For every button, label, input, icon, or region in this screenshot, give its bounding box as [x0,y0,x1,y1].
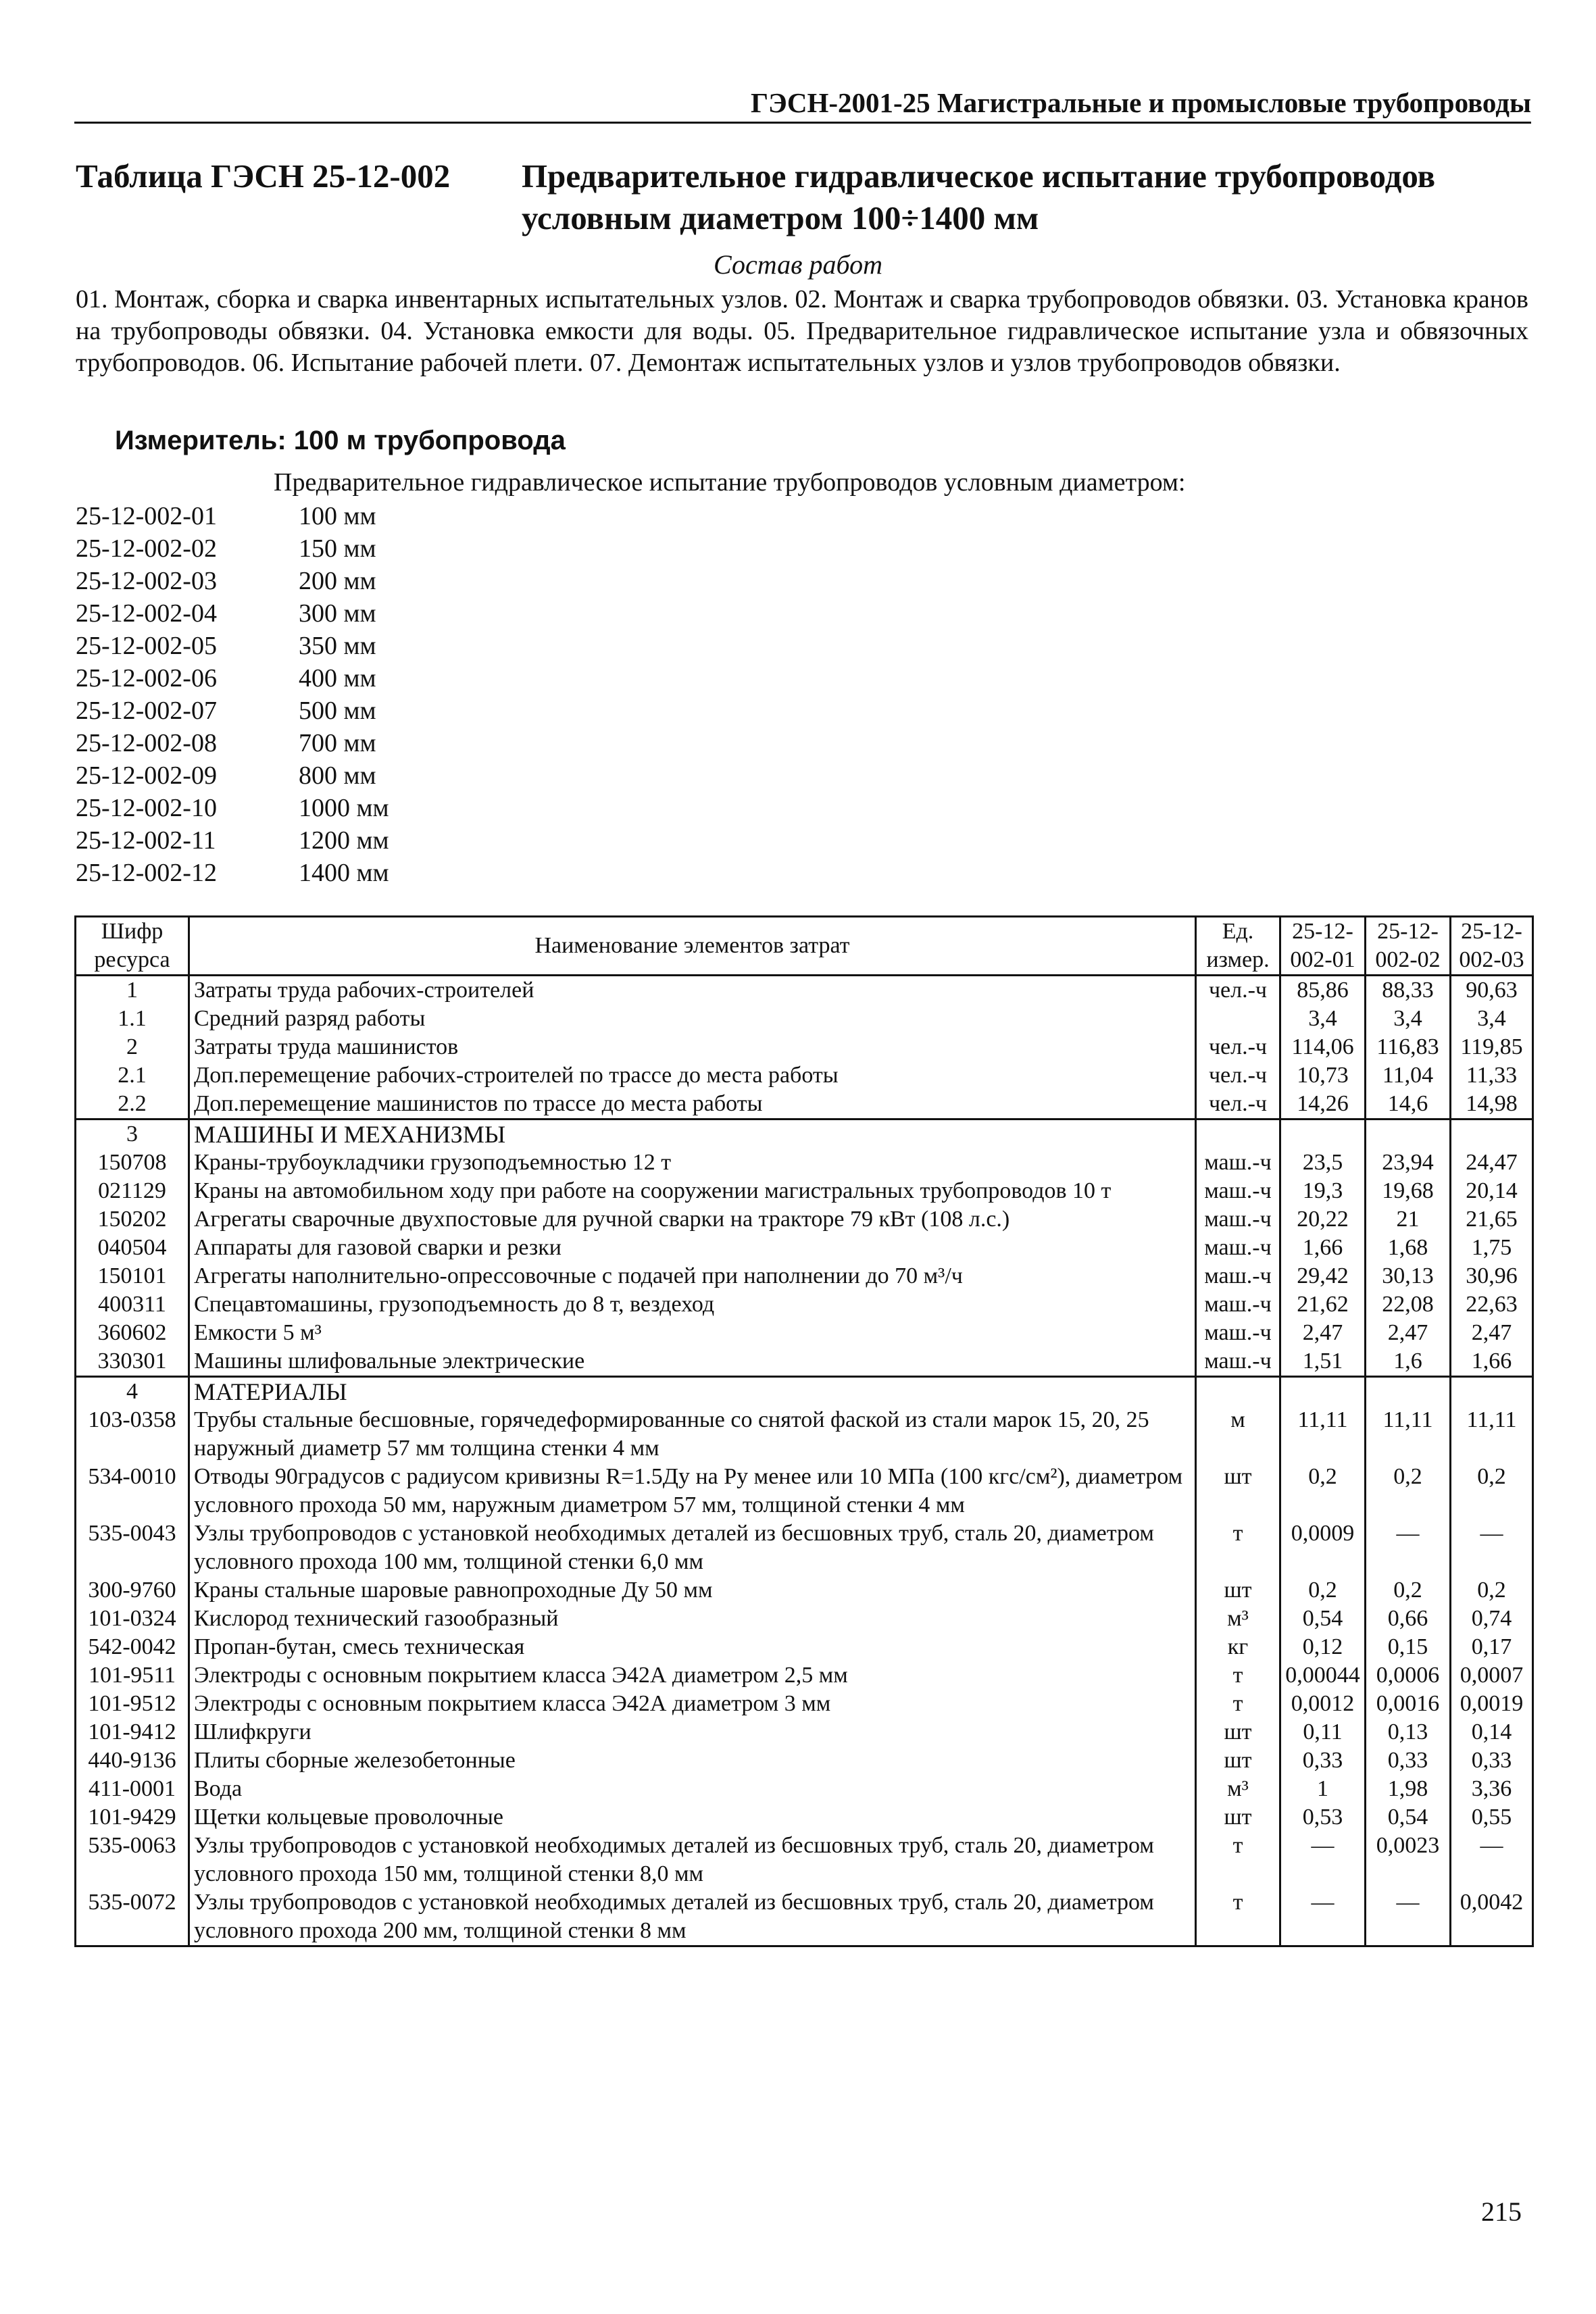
value-col-1: 0,2 [1280,1576,1366,1605]
variant-code: 25-12-002-08 [76,729,217,757]
table-row [76,1290,1533,1319]
table-row [76,1347,1533,1377]
resource-code: 360602 [76,1319,189,1347]
resource-code: 040504 [76,1234,189,1262]
resource-unit: чел.-ч [1196,1090,1280,1120]
resource-code: 021129 [76,1177,189,1205]
page-number: 215 [1481,2196,1522,2227]
value-col-2: 22,08 [1366,1290,1451,1319]
resource-code: 300-9760 [76,1576,189,1605]
value-col-3: 14,98 [1451,1090,1533,1120]
resource-unit [1196,1377,1280,1407]
resource-code: 2.1 [76,1061,189,1090]
resource-code: 440-9136 [76,1746,189,1775]
value-col-2: 1,6 [1366,1347,1451,1377]
variant-diameter: 400 мм [299,664,376,693]
variants-intro: Предварительное гидравлическое испытание трубопроводов условным диаметром: [274,468,1186,497]
value-col-2 [1366,1120,1451,1149]
resource-code: 400311 [76,1290,189,1319]
table-row [76,1406,1533,1463]
resource-unit: маш.-ч [1196,1177,1280,1205]
table-row [76,1319,1533,1347]
works-description: 01. Монтаж, сборка и сварка инвентарных испытательных узлов. 02. Монтаж и сварка трубопроводов обвязки. 03. Установка кранов на трубопроводы обвязки. 04. Установка емкости для воды. 05. Предварительное гидравлическое испытание узла и обвязочных трубопроводов. 06. Испытание рабочей плети. 07. Демонтаж испытательных узлов и узлов трубопроводов обвязки. [76,285,1528,377]
variant-diameter: 800 мм [299,761,376,790]
section-row [76,1377,1533,1407]
resource-unit: м [1196,1406,1280,1463]
value-col-1: — [1280,1888,1366,1946]
table-row [76,1463,1533,1519]
variant-row [76,727,389,759]
variants-list [76,500,389,889]
value-col-3 [1451,1377,1533,1407]
variant-row [76,824,389,857]
table-body [76,976,1533,1946]
value-col-3: 90,63 [1451,976,1533,1005]
value-col-2: 0,54 [1366,1803,1451,1832]
resource-name: Доп.перемещение машинистов по трассе до места работы [189,1090,1196,1120]
table-row [76,1690,1533,1718]
value-col-3 [1451,1120,1533,1149]
running-header: ГЭСН-2001-25 Магистральные и промысловые трубопроводы [74,86,1531,124]
variant-diameter: 350 мм [299,632,376,660]
value-col-1: 0,11 [1280,1718,1366,1746]
value-col-1: 114,06 [1280,1033,1366,1061]
resource-unit: чел.-ч [1196,1061,1280,1090]
variant-row [76,597,389,630]
value-col-2: 1,98 [1366,1775,1451,1803]
resource-unit: т [1196,1519,1280,1576]
value-col-3: 0,2 [1451,1576,1533,1605]
resource-code: 101-9512 [76,1690,189,1718]
value-col-2: 3,4 [1366,1005,1451,1033]
value-col-1: 1 [1280,1775,1366,1803]
resource-code: 101-9429 [76,1803,189,1832]
resource-name: Затраты труда машинистов [189,1033,1196,1061]
resource-unit: чел.-ч [1196,976,1280,1005]
variant-row [76,857,389,889]
resource-name: Емкости 5 м³ [189,1319,1196,1347]
value-col-2: 11,11 [1366,1406,1451,1463]
table-row [76,1149,1533,1177]
table-row [76,1177,1533,1205]
resource-unit: маш.-ч [1196,1205,1280,1234]
value-col-2: 0,0016 [1366,1690,1451,1718]
value-col-1: 0,12 [1280,1633,1366,1661]
variant-code: 25-12-002-01 [76,502,217,530]
resource-name: Отводы 90градусов с радиусом кривизны R=1.5Ду на Ру менее или 10 МПа (100 кгс/см²), диаметром условного прохода 50 мм, наружным диаметром 57 мм, толщиной стенки 4 мм [189,1463,1196,1519]
variant-code: 25-12-002-02 [76,534,217,563]
resource-code: 535-0043 [76,1519,189,1576]
works-heading: Состав работ [714,249,882,280]
value-col-1: 0,33 [1280,1746,1366,1775]
variant-code: 25-12-002-04 [76,599,217,628]
resource-code: 1.1 [76,1005,189,1033]
value-col-2: 0,15 [1366,1633,1451,1661]
table-row [76,1718,1533,1746]
variant-row [76,565,389,597]
resource-code: 3 [76,1120,189,1149]
value-col-3: 1,75 [1451,1234,1533,1262]
table-row [76,1832,1533,1888]
value-col-1: 0,00044 [1280,1661,1366,1690]
value-col-3: 0,17 [1451,1633,1533,1661]
table-row [76,976,1533,1005]
resource-name: Машины шлифовальные электрические [189,1347,1196,1377]
resource-unit: маш.-ч [1196,1149,1280,1177]
variant-diameter: 700 мм [299,729,376,757]
value-col-2: 0,13 [1366,1718,1451,1746]
variant-diameter: 150 мм [299,534,376,563]
value-col-3: 2,47 [1451,1319,1533,1347]
value-col-1: 0,0012 [1280,1690,1366,1718]
resource-unit: маш.-ч [1196,1319,1280,1347]
resource-name: Вода [189,1775,1196,1803]
resource-code: 150101 [76,1262,189,1290]
section-title: МАТЕРИАЛЫ [189,1377,1196,1407]
table-row [76,1576,1533,1605]
table-row [76,1033,1533,1061]
resource-name: Доп.перемещение рабочих-строителей по трассе до места работы [189,1061,1196,1090]
value-col-1: 19,3 [1280,1177,1366,1205]
resource-code: 535-0072 [76,1888,189,1946]
resource-name: Узлы трубопроводов с установкой необходимых деталей из бесшовных труб, сталь 20, диаметром условного прохода 200 мм, толщиной стенки 8 мм [189,1888,1196,1946]
value-col-3: 0,55 [1451,1803,1533,1832]
resource-code: 2 [76,1033,189,1061]
value-col-1: 11,11 [1280,1406,1366,1463]
table-row [76,1803,1533,1832]
variant-row [76,532,389,565]
resource-name: Электроды с основным покрытием класса Э42А диаметром 3 мм [189,1690,1196,1718]
resource-name: Спецавтомашины, грузоподъемность до 8 т, вездеход [189,1290,1196,1319]
value-col-3: 21,65 [1451,1205,1533,1234]
value-col-2: — [1366,1519,1451,1576]
variant-code: 25-12-002-05 [76,632,217,660]
resource-name: Пропан-бутан, смесь техническая [189,1633,1196,1661]
value-col-3: 24,47 [1451,1149,1533,1177]
value-col-1: 0,0009 [1280,1519,1366,1576]
meter-label: Измеритель: 100 м трубопровода [115,426,566,455]
resource-code: 2.2 [76,1090,189,1120]
value-col-2: 14,6 [1366,1090,1451,1120]
resource-code: 150708 [76,1149,189,1177]
value-col-1 [1280,1120,1366,1149]
header-name: Наименование элементов затрат [189,917,1196,976]
value-col-1: 29,42 [1280,1262,1366,1290]
resource-unit: т [1196,1888,1280,1946]
resource-unit: маш.-ч [1196,1262,1280,1290]
resource-name: Шлифкруги [189,1718,1196,1746]
variant-code: 25-12-002-11 [76,826,216,855]
resource-unit: кг [1196,1633,1280,1661]
table-name: Предварительное гидравлическое испытание трубопроводов условным диаметром 100÷1400 мм [522,157,1436,236]
resource-name: Краны на автомобильном ходу при работе на сооружении магистральных трубопроводов 10 т [189,1177,1196,1205]
table-row [76,1605,1533,1633]
resource-name: Кислород технический газообразный [189,1605,1196,1633]
value-col-3: 22,63 [1451,1290,1533,1319]
variant-code: 25-12-002-03 [76,567,217,595]
resource-name: Средний разряд работы [189,1005,1196,1033]
table-row [76,1205,1533,1234]
table-row [76,1661,1533,1690]
variant-row [76,695,389,727]
variant-row [76,500,389,532]
resource-code: 535-0063 [76,1832,189,1888]
value-col-3: 0,2 [1451,1463,1533,1519]
value-col-3: 3,4 [1451,1005,1533,1033]
value-col-3: 3,36 [1451,1775,1533,1803]
value-col-1: 20,22 [1280,1205,1366,1234]
resource-name: Узлы трубопроводов с установкой необходимых деталей из бесшовных труб, сталь 20, диаметром условного прохода 100 мм, толщиной стенки 6,0 мм [189,1519,1196,1576]
resource-unit: шт [1196,1803,1280,1832]
resource-code: 330301 [76,1347,189,1377]
variant-code: 25-12-002-07 [76,697,217,725]
table-row [76,1888,1533,1946]
value-col-1: 14,26 [1280,1090,1366,1120]
resource-name: Щетки кольцевые проволочные [189,1803,1196,1832]
value-col-1: 1,51 [1280,1347,1366,1377]
table-row [76,1090,1533,1120]
resource-name: Узлы трубопроводов с установкой необходимых деталей из бесшовных труб, сталь 20, диаметром условного прохода 150 мм, толщиной стенки 8,0 мм [189,1832,1196,1888]
resource-unit: маш.-ч [1196,1347,1280,1377]
value-col-2: 21 [1366,1205,1451,1234]
variant-diameter: 1000 мм [299,794,389,822]
resource-name: Аппараты для газовой сварки и резки [189,1234,1196,1262]
value-col-1: — [1280,1832,1366,1888]
table-row [76,1061,1533,1090]
value-col-2: — [1366,1888,1451,1946]
value-col-1: 23,5 [1280,1149,1366,1177]
resource-code: 101-9511 [76,1661,189,1690]
resource-code: 411-0001 [76,1775,189,1803]
resource-name: Агрегаты сварочные двухпостовые для ручной сварки на тракторе 79 кВт (108 л.с.) [189,1205,1196,1234]
value-col-2: 0,0023 [1366,1832,1451,1888]
value-col-1: 85,86 [1280,976,1366,1005]
resource-code: 1 [76,976,189,1005]
header-col-2: 25-12-002-02 [1366,917,1451,976]
value-col-1: 1,66 [1280,1234,1366,1262]
resource-name: Агрегаты наполнительно-опрессовочные с подачей при наполнении до 70 м³/ч [189,1262,1196,1290]
value-col-3: 119,85 [1451,1033,1533,1061]
value-col-3: 0,0007 [1451,1661,1533,1690]
variant-diameter: 100 мм [299,502,376,530]
resource-unit: чел.-ч [1196,1033,1280,1061]
resource-code: 150202 [76,1205,189,1234]
value-col-3: 1,66 [1451,1347,1533,1377]
header-col-3: 25-12-002-03 [1451,917,1533,976]
resource-table [74,915,1534,1947]
value-col-1 [1280,1377,1366,1407]
value-col-1: 2,47 [1280,1319,1366,1347]
resource-unit: шт [1196,1576,1280,1605]
table-row [76,1262,1533,1290]
value-col-2: 0,2 [1366,1576,1451,1605]
table-title [76,155,1528,239]
value-col-3: 20,14 [1451,1177,1533,1205]
value-col-2: 30,13 [1366,1262,1451,1290]
header-code: Шифр ресурса [76,917,189,976]
resource-unit: маш.-ч [1196,1234,1280,1262]
value-col-2 [1366,1377,1451,1407]
header-unit: Ед. измер. [1196,917,1280,976]
value-col-1: 3,4 [1280,1005,1366,1033]
value-col-3: 30,96 [1451,1262,1533,1290]
resource-name: Трубы стальные бесшовные, горячедеформированные со снятой фаской из стали марок 15, 20, 25 наружный диаметр 57 мм толщина стенки 4 мм [189,1406,1196,1463]
value-col-3: 0,14 [1451,1718,1533,1746]
value-col-2: 11,04 [1366,1061,1451,1090]
value-col-3: 0,74 [1451,1605,1533,1633]
resource-unit: т [1196,1661,1280,1690]
variant-row [76,759,389,792]
resource-code: 542-0042 [76,1633,189,1661]
variant-diameter: 300 мм [299,599,376,628]
variant-diameter: 200 мм [299,567,376,595]
variant-row [76,662,389,695]
value-col-2: 0,33 [1366,1746,1451,1775]
value-col-2: 23,94 [1366,1149,1451,1177]
table-row [76,1775,1533,1803]
resource-code: 103-0358 [76,1406,189,1463]
value-col-2: 0,66 [1366,1605,1451,1633]
value-col-3: 0,0019 [1451,1690,1533,1718]
resource-code: 101-9412 [76,1718,189,1746]
resource-unit: маш.-ч [1196,1290,1280,1319]
resource-unit: шт [1196,1746,1280,1775]
value-col-2: 2,47 [1366,1319,1451,1347]
resource-name: Краны стальные шаровые равнопроходные Ду 50 мм [189,1576,1196,1605]
value-col-1: 10,73 [1280,1061,1366,1090]
variant-code: 25-12-002-09 [76,761,217,790]
value-col-2: 88,33 [1366,976,1451,1005]
resource-unit: м³ [1196,1605,1280,1633]
value-col-3: — [1451,1832,1533,1888]
variant-diameter: 1200 мм [299,826,389,855]
table-row [76,1005,1533,1033]
resource-name: Краны-трубоукладчики грузоподъемностью 12 т [189,1149,1196,1177]
table-row [76,1519,1533,1576]
table-code: Таблица ГЭСН 25-12-002 [76,157,451,195]
value-col-1: 0,53 [1280,1803,1366,1832]
resource-unit [1196,1005,1280,1033]
variant-row [76,630,389,662]
resource-unit: шт [1196,1718,1280,1746]
header-col-1: 25-12-002-01 [1280,917,1366,976]
resource-name: Плиты сборные железобетонные [189,1746,1196,1775]
table-row [76,1234,1533,1262]
resource-unit: т [1196,1832,1280,1888]
resource-unit: шт [1196,1463,1280,1519]
value-col-3: 0,0042 [1451,1888,1533,1946]
resource-code: 534-0010 [76,1463,189,1519]
value-col-3: 11,33 [1451,1061,1533,1090]
value-col-2: 1,68 [1366,1234,1451,1262]
variant-diameter: 500 мм [299,697,376,725]
table-row [76,1746,1533,1775]
table-header-row [76,917,1533,976]
resource-name: Электроды с основным покрытием класса Э42А диаметром 2,5 мм [189,1661,1196,1690]
value-col-1: 21,62 [1280,1290,1366,1319]
section-row [76,1120,1533,1149]
value-col-2: 116,83 [1366,1033,1451,1061]
variant-diameter: 1400 мм [299,859,389,887]
resource-code: 101-0324 [76,1605,189,1633]
value-col-1: 0,54 [1280,1605,1366,1633]
resource-unit [1196,1120,1280,1149]
resource-unit: м³ [1196,1775,1280,1803]
value-col-2: 0,2 [1366,1463,1451,1519]
value-col-3: — [1451,1519,1533,1576]
table-row [76,1633,1533,1661]
variant-code: 25-12-002-12 [76,859,217,887]
value-col-2: 19,68 [1366,1177,1451,1205]
resource-code: 4 [76,1377,189,1407]
variant-code: 25-12-002-10 [76,794,217,822]
value-col-2: 0,0006 [1366,1661,1451,1690]
resource-unit: т [1196,1690,1280,1718]
section-title: МАШИНЫ И МЕХАНИЗМЫ [189,1120,1196,1149]
value-col-3: 0,33 [1451,1746,1533,1775]
value-col-3: 11,11 [1451,1406,1533,1463]
resource-name: Затраты труда рабочих-строителей [189,976,1196,1005]
variant-code: 25-12-002-06 [76,664,217,693]
variant-row [76,792,389,824]
value-col-1: 0,2 [1280,1463,1366,1519]
